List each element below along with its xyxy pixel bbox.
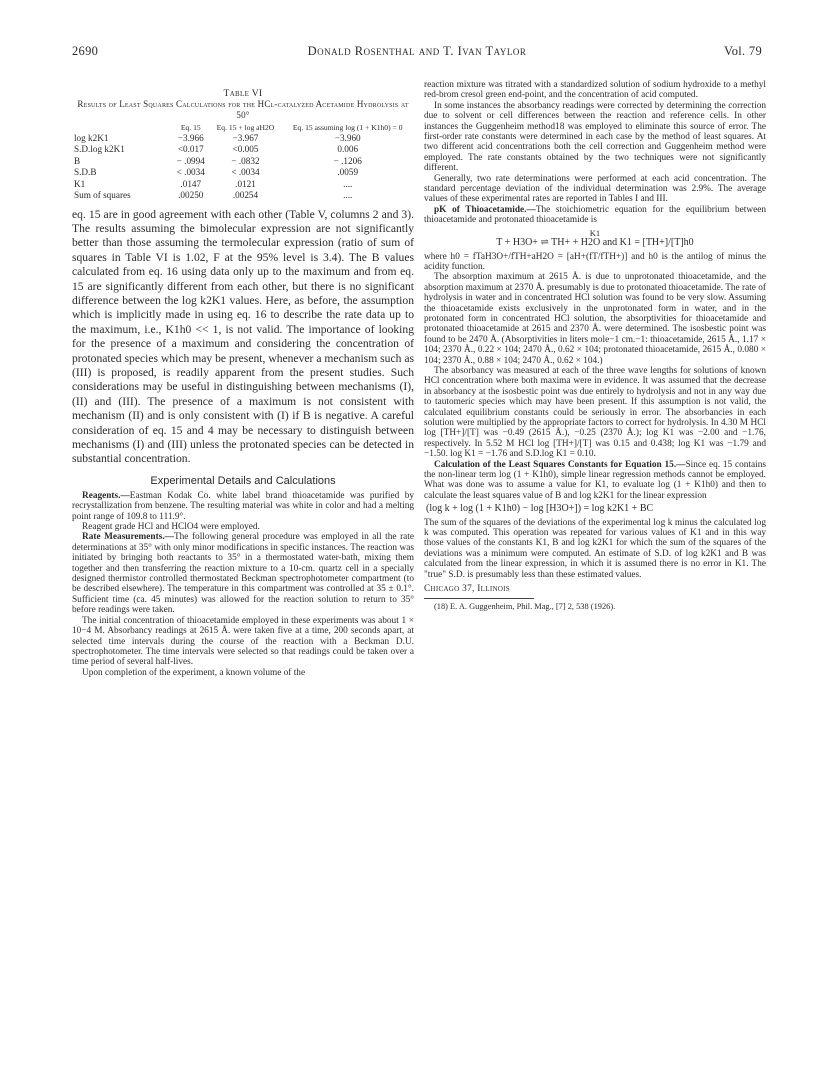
- table-cell: −3.967: [232, 132, 259, 143]
- table-cell: .0147: [180, 178, 202, 189]
- table-cell: −3.960: [334, 132, 361, 143]
- table-cell: <0.005: [232, 144, 259, 154]
- row-label: K1: [74, 178, 86, 189]
- paragraph: reaction mixture was titrated with a standardized solution of sodium hydroxide to a methyl red-brom cresol green end-point, and the concentration of acid computed.: [424, 80, 766, 101]
- row-label: Sum of squares: [74, 190, 131, 200]
- body-small: [72, 491, 414, 678]
- table-cell: − .0832: [231, 155, 260, 166]
- right-column: [424, 80, 766, 612]
- paragraph: Reagents.—Eastman Kodak Co. white label brand thioacetamide was purified by recrystallization from benzene. The resulting material was white in color and had a melting point range of 109.8 to 111.9°.: [72, 490, 414, 522]
- table-cell: <0.017: [177, 144, 204, 154]
- table-title: Table VI: [223, 88, 263, 99]
- run-in-heading: Calculation of the Least Squares Constants for Equation 15.—: [434, 459, 686, 470]
- paragraph: Generally, two rate determinations were performed at each acid concentration. The standard percentage deviation of the individual determination was 2.9%. The average values of these experimental rates are reported in Tables I and III.: [424, 173, 766, 205]
- table-row: [72, 190, 414, 202]
- table-cell: < .0034: [176, 167, 205, 177]
- table-row: [72, 179, 414, 191]
- paragraph: pK of Thioacetamide.—The stoichiometric equation for the equilibrium between thioacetamide and protonated thioacetamide is: [424, 204, 766, 226]
- table-cell: .00250: [178, 190, 204, 200]
- table-cell: − .1206: [333, 155, 362, 166]
- paragraph: Upon completion of the experiment, a known volume of the: [82, 667, 306, 678]
- linear-equation: (log k + log (1 + K1h0) − log [H3O+]) = log k2K1 + BC: [426, 503, 654, 515]
- paragraph: The initial concentration of thioacetamide employed in these experiments was about 1 × 10−4 M. Absorbancy readings at 2615 Å. were taken five at a time, 200 seconds apart, at selected time intervals during the course of the reaction with a Beckman D.U. spectrophotometer. The time intervals were selected so that readings could be taken over a time period of several half-lives.: [72, 615, 414, 668]
- col-header: Eq. 15 + log aH2O: [216, 123, 275, 132]
- row-label: S.D.B: [74, 167, 97, 177]
- page-number: 2690: [72, 44, 99, 58]
- table-cell: − .0994: [176, 155, 205, 166]
- table-cell: .00254: [232, 190, 259, 200]
- table-cell: .0121: [235, 178, 256, 189]
- footnote-rule: [424, 598, 534, 599]
- results-table: [72, 124, 414, 202]
- paragraph: where h0 = fTaH3O+/fTH+aH2O = [aH+(fT/fTH+)] and h0 is the antilog of minus the acidity function.: [424, 251, 766, 272]
- col-header: Eq. 15: [180, 123, 201, 132]
- paragraph: Calculation of the Least Squares Constants for Equation 15.—Since eq. 15 contains the non-linear term log (1 + K1h0), simple linear regression methods cannot be employed. What was done was to assume a value for K1, to evaluate log (1 + K1h0) and then to calculate the least squares value of B and log k2K1 for the linear expression: [424, 459, 766, 501]
- run-in-heading: Rate Measurements.—: [82, 532, 174, 543]
- table-header-row: [72, 124, 414, 133]
- paragraph: In some instances the absorbancy readings were corrected by determining the correction due to solvent or cell differences between the reaction and reference cells. In other instances the Guggenheim method18 was employed to eliminate this source of error. The first-order rate constants were determined in each case by the method of least squares. At two different acid concentrations both the cell correction and Guggenheim method were employed. The rate constants obtained by the two techniques were not significantly different.: [424, 100, 766, 174]
- table-cell: < .0034: [231, 167, 260, 177]
- row-label: log k2K1: [74, 132, 109, 143]
- table-cell: 0.006: [337, 144, 359, 154]
- table-row: [72, 144, 414, 156]
- table-cell: ....: [343, 190, 353, 200]
- equation-label: K1: [589, 227, 601, 238]
- paragraph: The absorbancy was measured at each of the three wave lengths for solutions of known HCl concentration where both maxima were in evidence. It was assumed that the decrease in absorbancy at the isosbestic point was due entirely to hydrolysis and not in any way due to tautomeric species which may have been present. If this assumption is not valid, the calculated equilibrium constants could be seriously in error. The absorbancies in each solution were multiplied by the appropriate factors to correct for hydrolysis. In 4.30 M HCl log [TH+]/[T] was −0.49 (2615 Å.), −0.25 (2370 Å.); log K1 was −2.00 and −1.76, respectively. In 5.52 M HCl log [TH+]/[T] was 0.15 and 0.438; log K1 was −1.79 and −1.50. log K1 = −1.76 and S.D.log K1 = 0.10.: [424, 365, 766, 460]
- left-column: [72, 80, 414, 678]
- paragraph: Reagent grade HCl and HClO4 were employed.: [82, 522, 260, 533]
- paragraph: eq. 15 are in good agreement with each other (Table V, columns 2 and 3). The results assuming the bimolecular expression are not significantly better than those assuming the termolecular expression (ratio of sum of squares in Table VI is 1.02, F at the 95% level is 3.4). The B values calculated from eq. 16 using data only up to the maximum and from eq. 15 are significantly different from each other, but there is no significant difference between the log k2K1 values. Here, as before, the assumption which is implicitly made in using eq. 16 to describe the rate data up to the maximum, i.e., K1h0 << 1, is not valid. The importance of looking for the presence of a maximum and considering the concentration of protonated species which may be present, whenever a mechanism such as (III) is proposed, is readily apparent from the present studies. Such considerations may be useful in distinguishing between mechanisms (I), (II) and (III). The presence of a maximum is not consistent with mechanism (II) and is only consistent with (I) if B is negative. A careful consideration of eq. 15 and 4 may be necessary to distinguish between mechanisms (I) and (III) unless the protonated species can be detected in substantial concentration.: [72, 207, 414, 466]
- paragraph: The sum of the squares of the deviations of the experimental log k minus the calculated log k was computed. This operation was repeated for various values of K1 and in this way those values of the constants K1, B and log k2K1 for which the sum of the squares of the deviations was a minimum were computed. An estimate of S.D. of log k2K1 and B was calculated from the linear expression, in which it is assumed there is no error in K1. The "true" S.D. is presumably less than these estimated values.: [424, 517, 766, 580]
- table-cell: .0059: [337, 167, 359, 177]
- table-row: [72, 167, 414, 179]
- table-row: [72, 156, 414, 168]
- table-row: [72, 133, 414, 145]
- affiliation: Chicago 37, Illinois: [424, 584, 511, 595]
- run-in-heading: pK of Thioacetamide.—: [434, 204, 536, 215]
- equilibrium-equation: T + H3O+ ⇌ TH+ + H2O and K1 = [TH+]/[T]h0: [496, 237, 694, 249]
- row-label: B: [74, 155, 81, 166]
- paragraph: The absorption maximum at 2615 Å. is due to unprotonated thioacetamide, and the absorption maximum at 2370 Å. presumably is due to protonated thioacetamide. The rate of hydrolysis in water and in concentrated HCl solution was found to be very slow. Assuming the thioacetamide exists exclusively in the unprotonated form in water, and in the protonated form in concentrated HCl solution, the absorptivities for thioacetamide and protonated thioacetamide at 2615 and 2370 Å. were determined. The isosbestic point was found to be 2470 Å. (Absorptivities in liters mole−1 cm.−1: thioacetamide, 2615 Å., 1.17 × 104; 2370 Å., 0.22 × 104; 2470 Å., 0.62 × 104; protonated thioacetamide, 2615 Å., 0.080 × 104; 2370 Å., 0.88 × 104; 2470 Å., 0.62 × 104.): [424, 272, 766, 366]
- body-small: [424, 80, 766, 580]
- table-cell: −3.966: [177, 132, 204, 143]
- run-in-heading: Reagents.—: [82, 490, 130, 501]
- row-label: S.D.log k2K1: [74, 144, 125, 154]
- running-header: [72, 44, 762, 60]
- body-large: [72, 208, 414, 467]
- table-caption: Results of Least Squares Calculations for the HCl-catalyzed Acetamide Hydrolysis at 50°: [77, 99, 409, 120]
- volume-label: Vol. 79: [724, 44, 762, 58]
- section-heading: Experimental Details and Calculations: [150, 474, 336, 487]
- footnote: (18) E. A. Guggenheim, Phil. Mag., [7] 2, 538 (1926).: [434, 602, 616, 612]
- running-title: Donald Rosenthal and T. Ivan Taylor: [307, 44, 527, 58]
- table-cell: ....: [343, 178, 353, 189]
- col-header: Eq. 15 assuming log (1 + K1h0) = 0: [292, 123, 403, 132]
- paragraph: Rate Measurements.—The following general procedure was employed in all the rate determinations at 35° with only minor modifications in specific instances. The reaction was initiated by bringing both reactants to 35° in a thermostated water-bath, mixing them together and then transferring the reaction mixture to a 10-cm. quartz cell in a specially designed thermistor controlled thermostated Beckman spectrophotometer compartment (to be described elsewhere). The temperature in this compartment was controlled at 35 ± 0.1°. Sufficient time (ca. 45 minutes) was allowed for the reaction solution to return to 35° before readings were taken.: [72, 532, 414, 616]
